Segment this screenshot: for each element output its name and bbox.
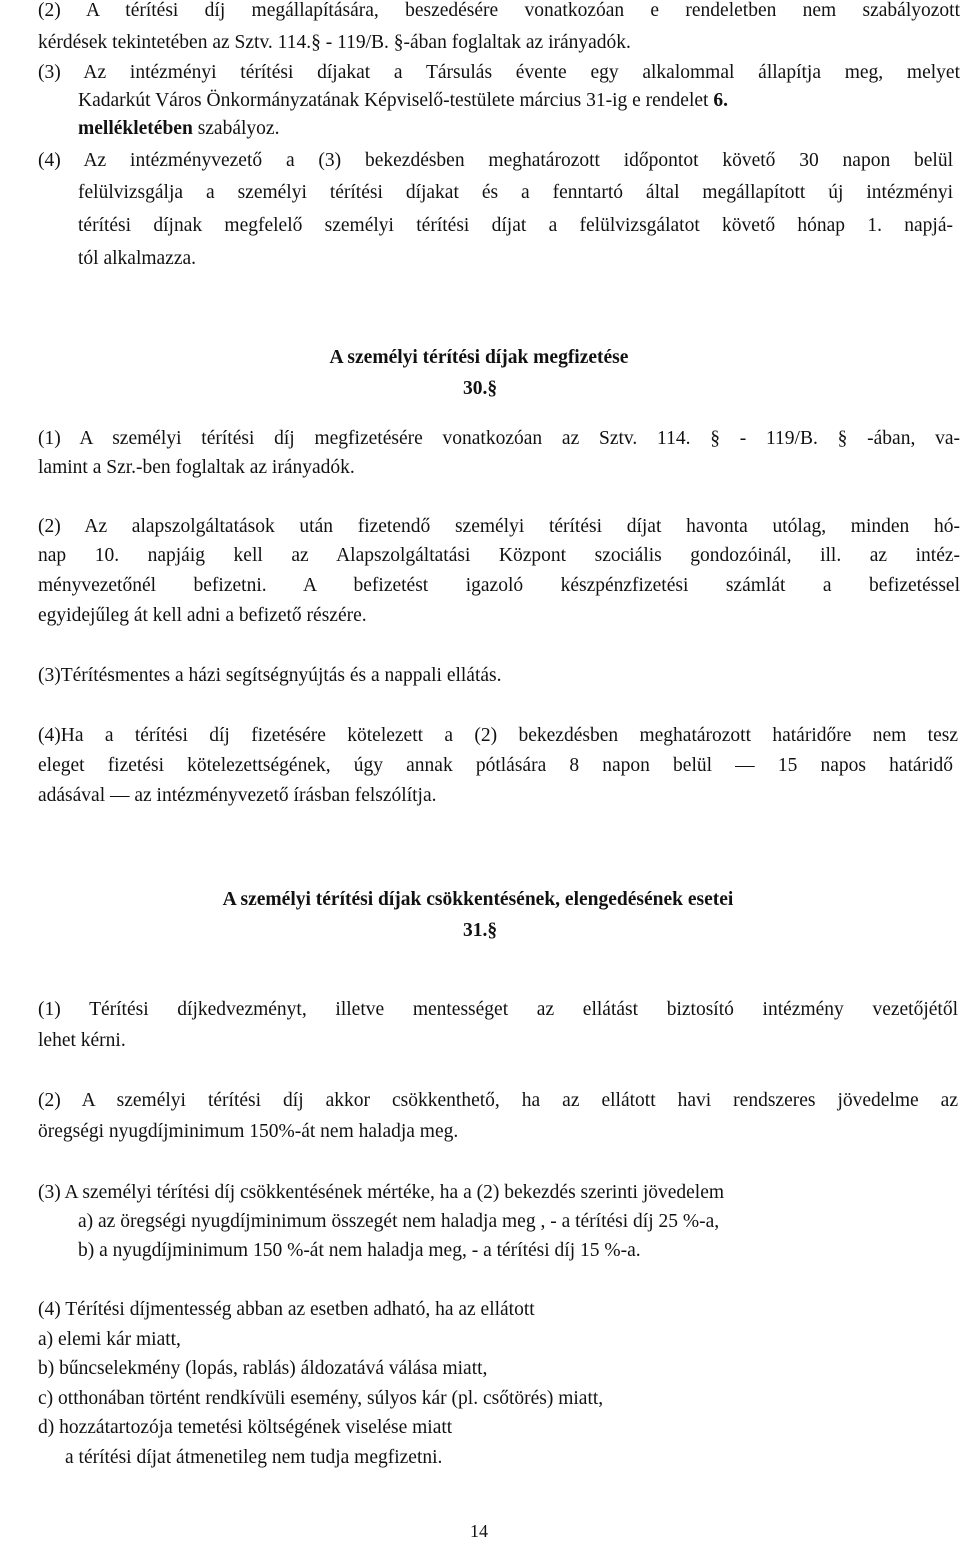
page-number: 14 xyxy=(470,1521,488,1541)
paragraph-line: lehet kérni. xyxy=(38,1030,126,1051)
list-item: a) az öregségi nyugdíjminimum összegét nem haladja meg , - a térítési díj 25 %-a, xyxy=(78,1211,720,1232)
paragraph-line: térítési díjnak megfelelő személyi térítési díjat a felülvizsgálatot követő hónap 1. napjá- xyxy=(78,215,953,236)
list-item: d) hozzátartozója temetési költségének viselése miatt xyxy=(38,1417,453,1438)
paragraph-line: (2) A térítési díj megállapítására, beszedésére vonatkozóan e rendeletben nem szabályozott xyxy=(38,0,960,21)
paragraph-line: lamint a Szr.-ben foglaltak az irányadók. xyxy=(38,457,355,478)
paragraph-line: eleget fizetési kötelezettségének, úgy annak pótlására 8 napon belül — 15 napos határidő xyxy=(38,755,953,776)
section-number: 30.§ xyxy=(462,378,498,399)
paragraph-line: ményvezetőnél befizetni. A befizetést igazoló készpénzfizetési számlát a befizetéssel xyxy=(38,575,960,596)
paragraph-text: Kadarkút Város Önkormányzatának Képviselő-testülete március 31-ig e rendelet xyxy=(78,90,709,111)
paragraph-line: (1) Térítési díjkedvezményt, illetve mentességet az ellátást biztosító intézmény vezetőjétől xyxy=(38,999,958,1020)
paragraph-line: egyidejűleg át kell adni a befizető részére. xyxy=(38,605,367,626)
list-item: a) elemi kár miatt, xyxy=(38,1329,181,1350)
paragraph-line: nap 10. napjáig kell az Alapszolgáltatási Központ szociális gondozóinál, ill. az intéz- xyxy=(38,545,960,566)
section-heading: A személyi térítési díjak csökkentésének, elengedésének esetei xyxy=(222,889,734,910)
bold-text: mellékletében xyxy=(78,118,193,139)
paragraph-line xyxy=(78,116,279,142)
list-item: c) otthonában történt rendkívüli esemény, súlyos kár (pl. csőtörés) miatt, xyxy=(38,1388,604,1409)
paragraph-line: (2) Az alapszolgáltatások után fizetendő személyi térítési díjat havonta utólag, minden hó- xyxy=(38,516,960,537)
paragraph-line: (3)Térítésmentes a házi segítségnyújtás és a nappali ellátás. xyxy=(38,665,502,686)
paragraph-text: szabályoz. xyxy=(197,118,280,139)
section-heading: A személyi térítési díjak megfizetése xyxy=(329,347,629,368)
paragraph-line: (1) A személyi térítési díj megfizetésére vonatkozóan az Sztv. 114. § - 119/B. § -ában, va- xyxy=(38,428,960,449)
paragraph-line: tól alkalmazza. xyxy=(78,248,197,269)
paragraph-line: (4)Ha a térítési díj fizetésére kötelezett a (2) bekezdésben meghatározott határidőre nem tesz xyxy=(38,725,958,746)
paragraph-line: adásával — az intézményvezető írásban felszólítja. xyxy=(38,785,437,806)
paragraph-line: (4) Térítési díjmentesség abban az esetben adható, ha az ellátott xyxy=(38,1299,535,1320)
bold-text: 6. xyxy=(713,90,728,111)
paragraph-line xyxy=(78,88,728,114)
list-item: b) bűncselekmény (lopás, rablás) áldozatává válása miatt, xyxy=(38,1358,488,1379)
paragraph-line: öregségi nyugdíjminimum 150%-át nem haladja meg. xyxy=(38,1121,459,1142)
section-number: 31.§ xyxy=(462,920,498,941)
paragraph-line: (4) Az intézményvezető a (3) bekezdésben meghatározott időpontot követő 30 napon belül xyxy=(38,150,953,171)
paragraph-line: a térítési díjat átmenetileg nem tudja megfizetni. xyxy=(65,1447,443,1468)
paragraph-line: (3) Az intézményi térítési díjakat a Társulás évente egy alkalommal állapítja meg, melyet xyxy=(38,62,960,83)
paragraph-line: (2) A személyi térítési díj akkor csökkenthető, ha az ellátott havi rendszeres jövedelme az xyxy=(38,1090,958,1111)
paragraph-line: kérdések tekintetében az Sztv. 114.§ - 119/B. §-ában foglaltak az irányadók. xyxy=(38,32,631,53)
list-item: b) a nyugdíjminimum 150 %-át nem haladja meg, - a térítési díj 15 %-a. xyxy=(78,1240,641,1261)
paragraph-line: (3) A személyi térítési díj csökkentésének mértéke, ha a (2) bekezdés szerinti jövedelem xyxy=(38,1182,725,1203)
paragraph-line: felülvizsgálja a személyi térítési díjakat és a fenntartó által megállapított új intézményi xyxy=(78,182,953,203)
